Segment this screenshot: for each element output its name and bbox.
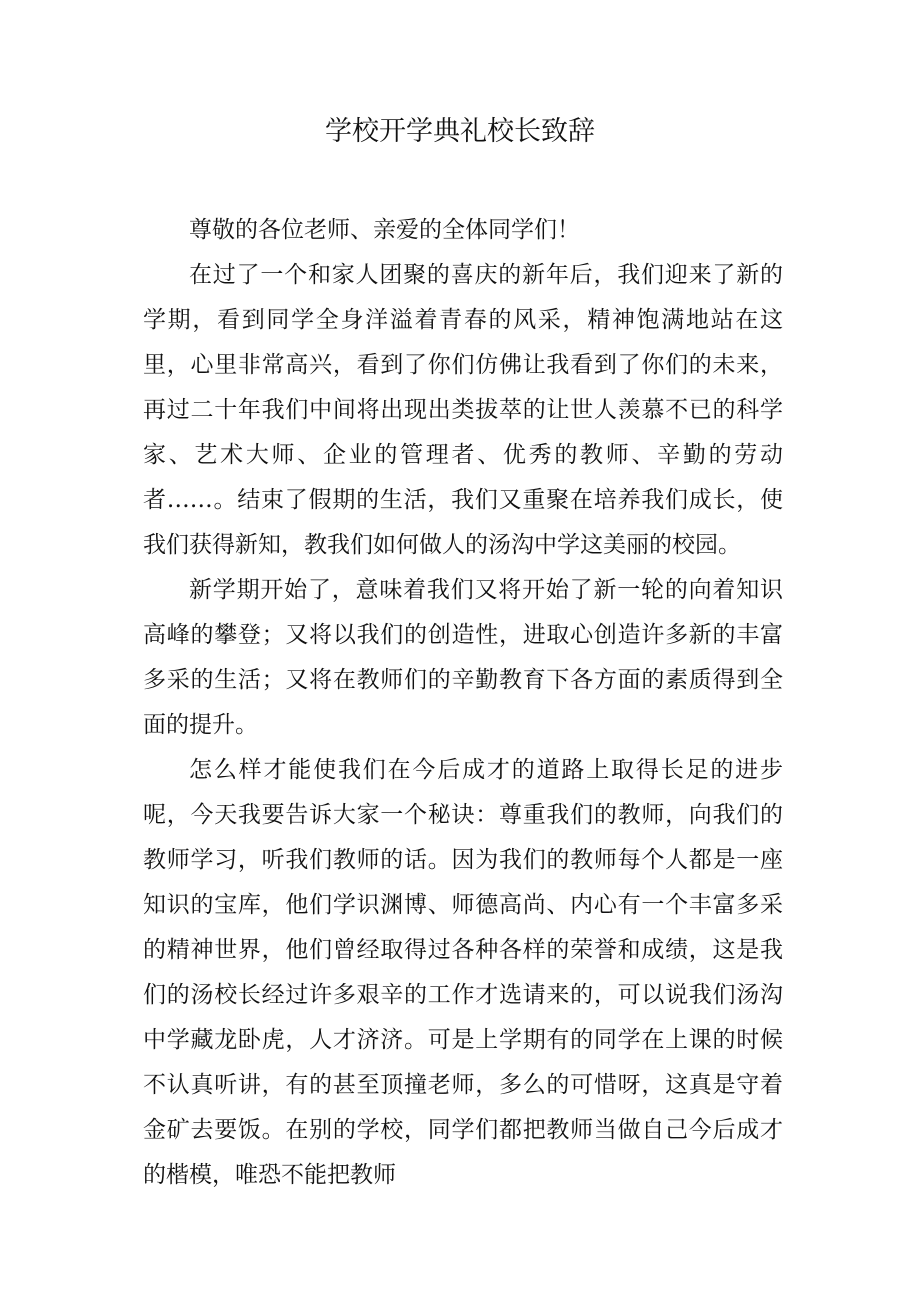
body-paragraph: 新学期开始了，意味着我们又将开始了新一轮的向着知识高峰的攀登；又将以我们的创造性，进取心创造许多新的丰富多采的生活；又将在教师们的辛勤教育下各方面的素质得到全面的提升。 [143,577,783,738]
document-body [143,208,783,1198]
body-paragraph: 在过了一个和家人团聚的喜庆的新年后，我们迎来了新的学期，看到同学全身洋溢着青春的风采，精神饱满地站在这里，心里非常高兴，看到了你们仿佛让我看到了你们的未来，再过二十年我们中间将出现出类拔萃的让世人羡慕不已的科学家、艺术大师、企业的管理者、优秀的教师、辛勤的劳动者……。结束了假期的生活，我们又重聚在培养我们成长，使我们获得新知，教我们如何做人的汤沟中学这美丽的校园。 [143,262,783,558]
body-paragraph: 怎么样才能使我们在今后成才的道路上取得长足的进步呢，今天我要告诉大家一个秘诀：尊重我们的教师，向我们的教师学习，听我们教师的话。因为我们的教师每个人都是一座知识的宝库，他们学识渊博、师德高尚、内心有一个丰富多采的精神世界，他们曾经取得过各种各样的荣誉和成绩，这是我们的汤校长经过许多艰辛的工作才选请来的，可以说我们汤沟中学藏龙卧虎，人才济济。可是上学期有的同学在上课的时候不认真听讲，有的甚至顶撞老师，多么的可惜呀，这真是守着金矿去要饭。在别的学校，同学们都把教师当做自己今后成才的楷模，唯恐不能把教师 [143,757,783,1188]
document-title: 学校开学典礼校长致辞 [325,116,595,147]
greeting-paragraph: 尊敬的各位老师、亲爱的全体同学们！ [189,217,580,243]
